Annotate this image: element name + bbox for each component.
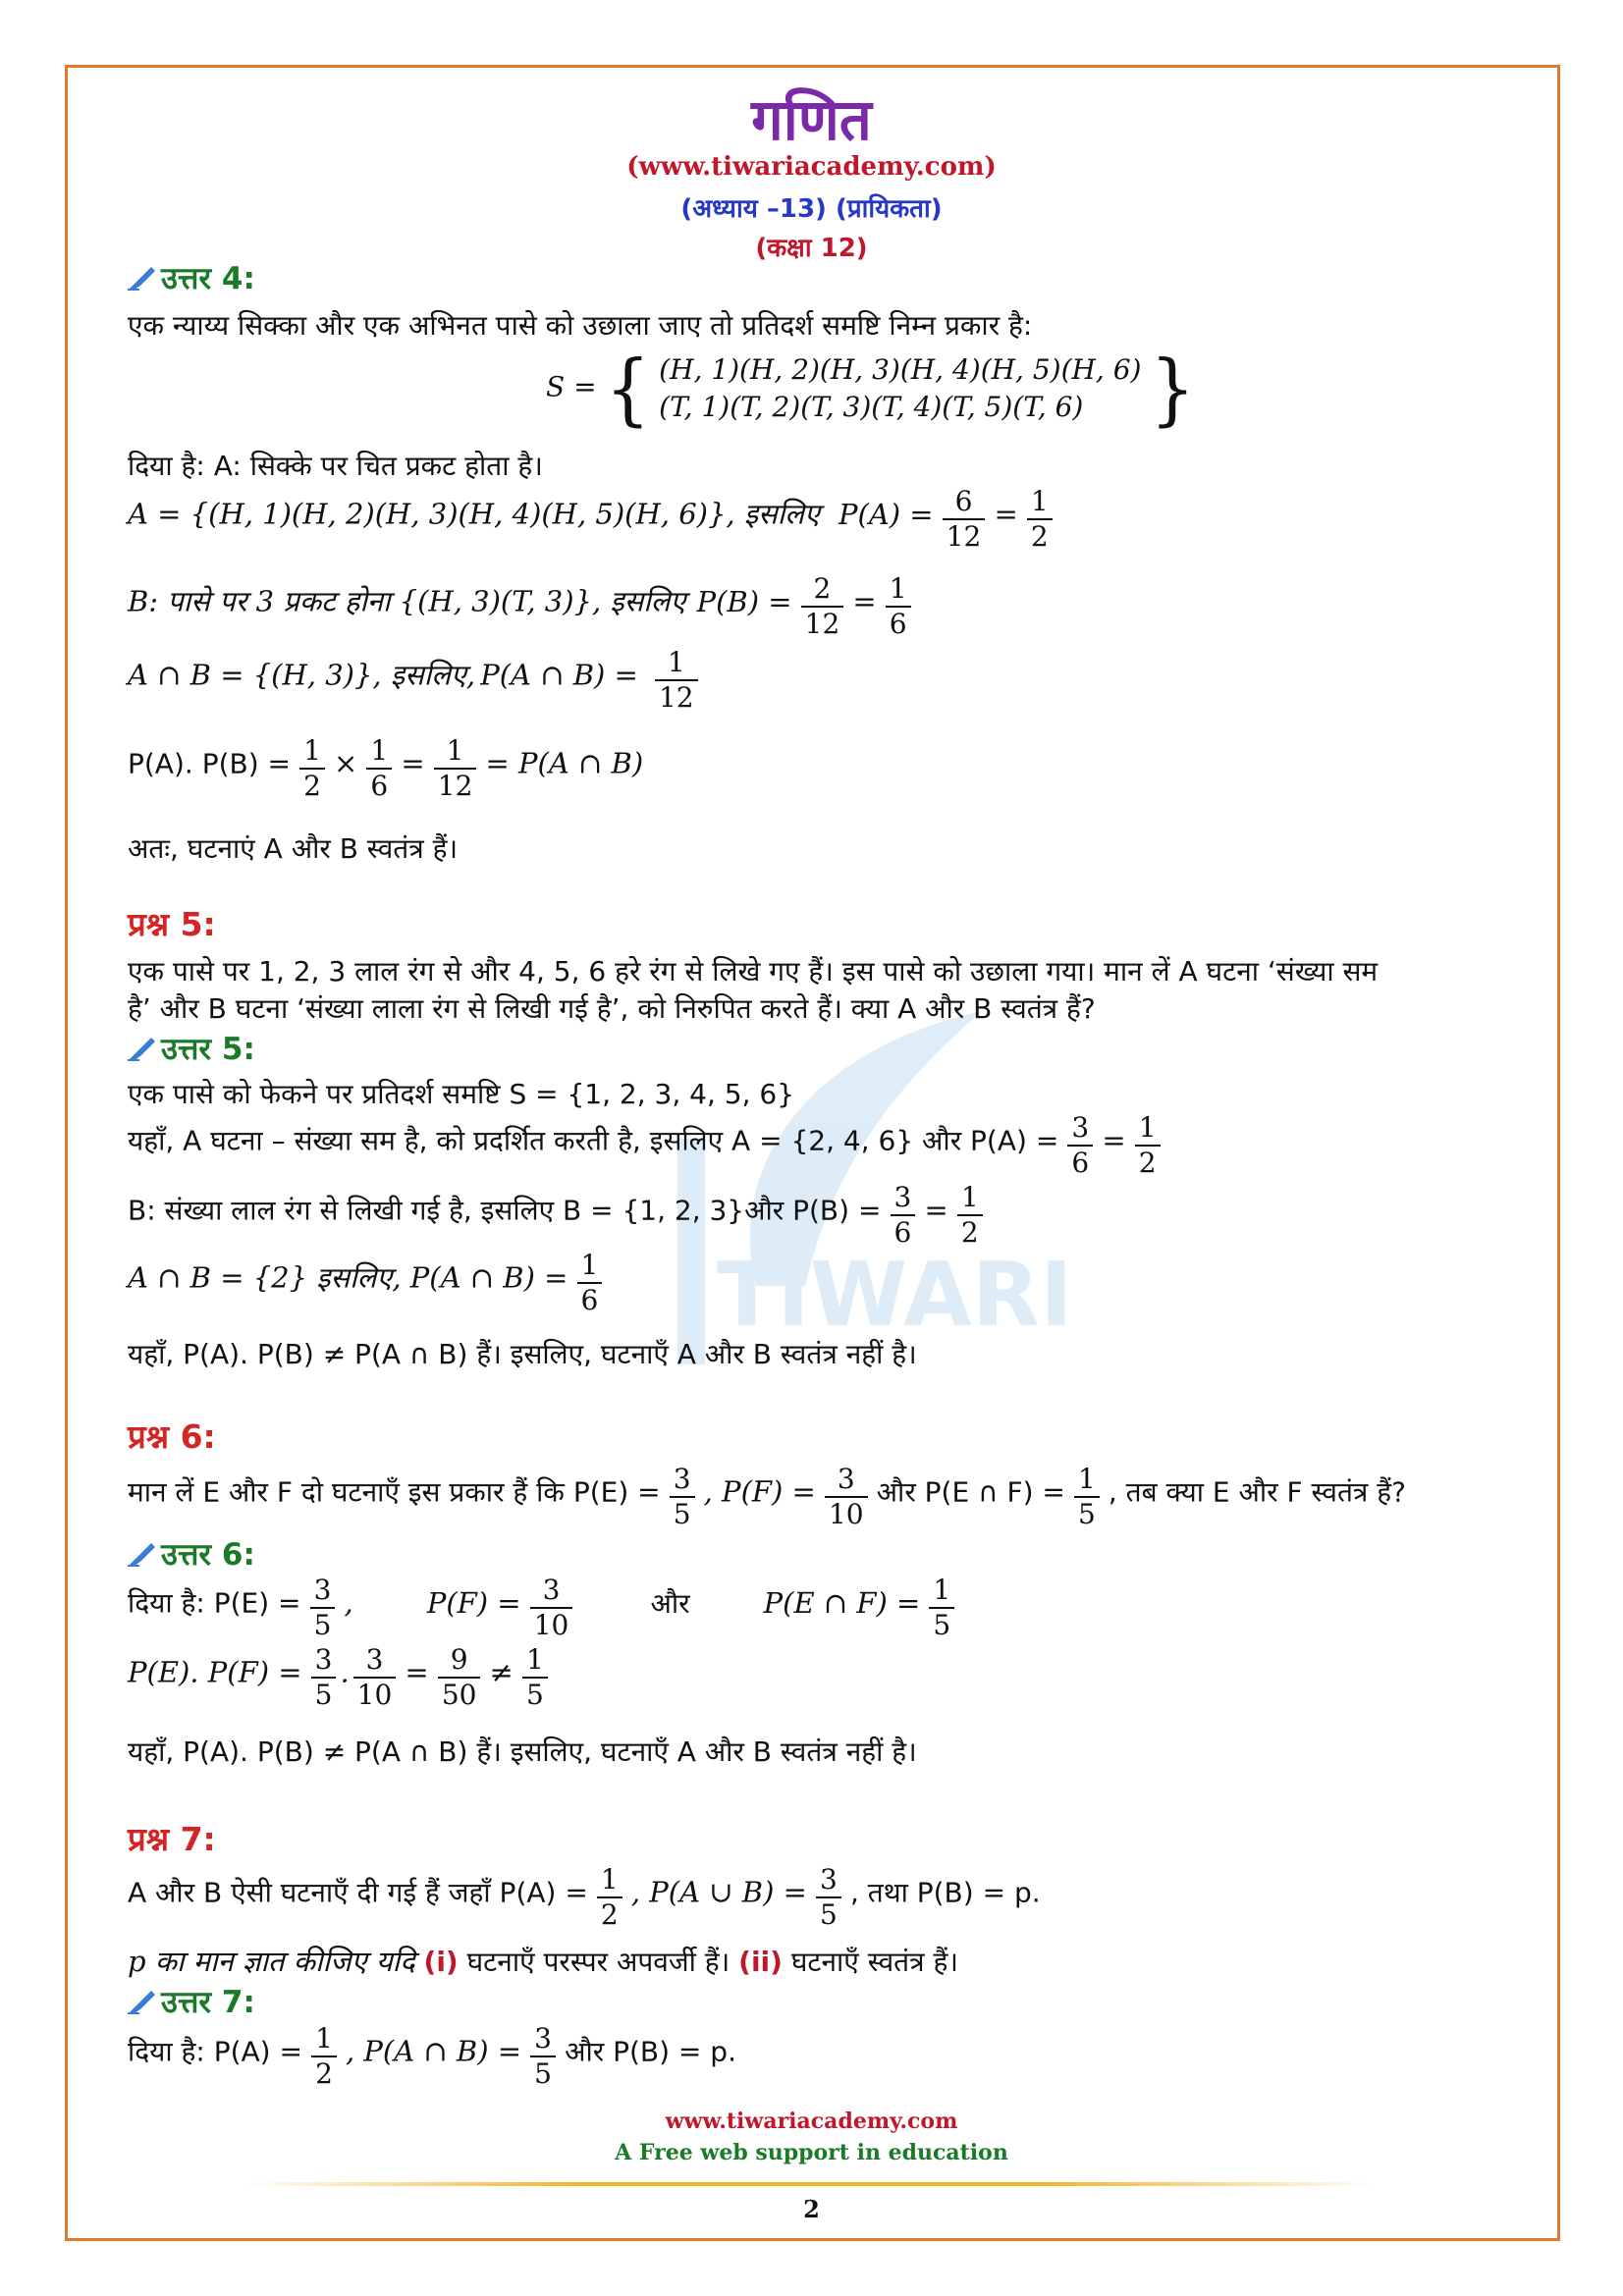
- fraction: $\frac{1}{6}$: [577, 1249, 603, 1317]
- pen-icon: [128, 1036, 157, 1061]
- answer-4-event-b: B: पासे पर 3 प्रकट होना {(H, 3)(T, 3)}, इसलिए P(B) = $\frac{2}{12}$ = $\frac{1}{6}$: [128, 572, 915, 641]
- fraction: $\frac{1}{5}$: [522, 1643, 548, 1712]
- answer-6-conclusion: यहाँ, P(A). P(B) ≠ P(A ∩ B) हैं। इसलिए, घटनाएँ A और B स्वतंत्र नहीं है।: [128, 1735, 917, 1768]
- fraction: $\frac{6}{12}$: [943, 485, 986, 554]
- fraction: $\frac{3}{5}$: [310, 1574, 336, 1642]
- page-number: 2: [803, 2195, 820, 2223]
- answer-6-given: दिया है: P(E) = $\frac{3}{5}$ , P(F) = $\frac{3}{10}$ और P(E ∩ F) = $\frac{1}{5}$: [128, 1574, 958, 1642]
- fraction: $\frac{3}{5}$: [530, 2022, 556, 2091]
- fraction: $\frac{1}{2}$: [957, 1181, 983, 1250]
- watermark-text: TIWARI: [717, 1244, 1073, 1347]
- answer-5-line-1: एक पासे को फेकने पर प्रतिदर्श समष्टि S = {1, 2, 3, 4, 5, 6}: [128, 1078, 795, 1110]
- fraction: $\frac{1}{6}$: [366, 734, 392, 803]
- question-6-text: मान लें E और F दो घटनाएँ इस प्रकार हैं कि P(E) = $\frac{3}{5}$ , P(F) = $\frac{3}{10}$ और P(E ∩ F) = $\frac{1}{5}$ , तब क्या E और F स्वतंत्र हैं?: [128, 1463, 1406, 1530]
- answer-4-event-a: A = {(H, 1)(H, 2)(H, 3)(H, 4)(H, 5)(H, 6)}, इसलिए P(A) = $\frac{6}{12}$ = $\frac{1}{2}$: [128, 485, 1056, 554]
- fraction: $\frac{1}{6}$: [886, 572, 911, 641]
- fraction: $\frac{1}{12}$: [655, 646, 698, 715]
- fraction: $\frac{1}{5}$: [929, 1574, 954, 1642]
- fraction: $\frac{3}{5}$: [311, 1643, 337, 1712]
- fraction: $\frac{1}{2}$: [299, 734, 325, 803]
- subject-title: गणित: [751, 86, 872, 153]
- answer-5-conclusion: यहाँ, P(A). P(B) ≠ P(A ∩ B) हैं। इसलिए, घटनाएँ A और B स्वतंत्र नहीं है।: [128, 1338, 917, 1370]
- pen-icon: [128, 1541, 157, 1567]
- fraction: $\frac{1}{2}$: [1027, 485, 1053, 554]
- fraction: $\frac{3}{5}$: [816, 1863, 841, 1932]
- question-5-heading: प्रश्न 5:: [128, 905, 216, 943]
- answer-6-heading: उत्तर 6:: [128, 1533, 255, 1575]
- fraction: $\frac{3}{6}$: [1067, 1111, 1093, 1180]
- question-7-line-2: p का मान ज्ञात कीजिए यदि (i) घटनाएँ परस्पर अपवर्जी हैं। (ii) घटनाएँ स्वतंत्र हैं।: [128, 1945, 958, 1978]
- left-brace: {: [605, 343, 651, 435]
- answer-7-heading: उत्तर 7:: [128, 1981, 255, 2022]
- answer-4-intersection: A ∩ B = {(H, 3)}, इसलिए, P(A ∩ B) = $\frac{1}{12}$: [128, 646, 702, 715]
- answer-4-product: P(A). P(B) = $\frac{1}{2}$ × $\frac{1}{6}$ = $\frac{1}{12}$ = P(A ∩ B): [128, 734, 644, 802]
- header-url: (www.tiwariacademy.com): [626, 152, 997, 182]
- fraction: $\frac{1}{5}$: [1074, 1463, 1100, 1531]
- sample-space-row-1: (H, 1)(H, 2)(H, 3)(H, 4)(H, 5)(H, 6): [659, 353, 1142, 386]
- footer-tagline: A Free web support in education: [615, 2140, 1008, 2165]
- fraction: $\frac{3}{10}$: [353, 1643, 397, 1712]
- pen-icon: [128, 265, 157, 291]
- answer-6-product: P(E). P(F) = $\frac{3}{5}$ . $\frac{3}{10}$ = $\frac{9}{50}$ ≠ $\frac{1}{5}$: [128, 1643, 552, 1712]
- sample-space-row-2: (T, 1)(T, 2)(T, 3)(T, 4)(T, 5)(T, 6): [659, 391, 1084, 423]
- question-5-line-1: एक पासे पर 1, 2, 3 लाल रंग से और 4, 5, 6 हरे रंग से लिखे गए हैं। इस पासे को उछाला गया। मान लें A घटना ‘संख्या सम: [128, 955, 1379, 988]
- pen-icon: [128, 1989, 157, 2014]
- answer-5-line-3: B: संख्या लाल रंग से लिखी गई है, इसलिए B = {1, 2, 3}और P(B) = $\frac{3}{6}$ = $\frac{1}{2}$: [128, 1181, 987, 1250]
- question-7-heading: प्रश्न 7:: [128, 1820, 216, 1858]
- class-label: (कक्षा 12): [755, 234, 868, 263]
- answer-4-heading: उत्तर 4:: [128, 257, 255, 298]
- answer-5-line-4: A ∩ B = {2} इसलिए, P(A ∩ B) = $\frac{1}{6}$: [128, 1249, 606, 1317]
- sample-space-set: [546, 343, 1196, 435]
- fraction: $\frac{3}{10}$: [530, 1574, 573, 1642]
- fraction: $\frac{1}{12}$: [434, 734, 477, 803]
- answer-4-conclusion: अतः, घटनाएं A और B स्वतंत्र हैं।: [128, 832, 459, 865]
- footer-url[interactable]: www.tiwariacademy.com: [665, 2109, 958, 2134]
- fraction: $\frac{9}{50}$: [438, 1643, 481, 1712]
- answer-4-given: दिया है: A: सिक्के पर चित प्रकट होता है।: [128, 450, 543, 482]
- answer-7-given: दिया है: P(A) = $\frac{1}{2}$ , P(A ∩ B) = $\frac{3}{5}$ और P(B) = p.: [128, 2022, 736, 2090]
- fraction: $\frac{3}{6}$: [891, 1181, 916, 1250]
- fraction: $\frac{1}{2}$: [1135, 1111, 1161, 1180]
- answer-5-line-2: यहाँ, A घटना – संख्या सम है, को प्रदर्शित करती है, इसलिए A = {2, 4, 6} और P(A) = $\frac{3}{6}$ = $\frac{1}{2}$: [128, 1111, 1164, 1180]
- question-7-line-1: A और B ऐसी घटनाएँ दी गई हैं जहाँ P(A) = $\frac{1}{2}$ , P(A ∪ B) = $\frac{3}{5}$ , तथा P(B) = p.: [128, 1863, 1041, 1931]
- answer-4-line-1: एक न्याय्य सिक्का और एक अभिनत पासे को उछाला जाए तो प्रतिदर्श समष्टि निम्न प्रकार है:: [128, 309, 1033, 342]
- fraction: $\frac{3}{5}$: [670, 1463, 695, 1531]
- chapter-label: (अध्याय –13) (प्रायिकता): [680, 194, 943, 224]
- fraction: $\frac{1}{2}$: [597, 1863, 622, 1932]
- question-6-heading: प्रश्न 6:: [128, 1417, 216, 1456]
- fraction: $\frac{3}{10}$: [825, 1463, 868, 1531]
- fraction: $\frac{1}{2}$: [311, 2022, 337, 2091]
- right-brace: }: [1150, 343, 1196, 435]
- answer-5-heading: उत्तर 5:: [128, 1028, 255, 1069]
- sample-space-label: S =: [546, 370, 597, 403]
- fraction: $\frac{2}{12}$: [801, 572, 844, 641]
- question-5-line-2: है’ और B घटना ‘संख्या लाला रंग से लिखी गई है’, को निरुपित करते हैं। क्या A और B स्वतंत्र हैं?: [128, 992, 1096, 1025]
- footer-divider: [245, 2182, 1378, 2186]
